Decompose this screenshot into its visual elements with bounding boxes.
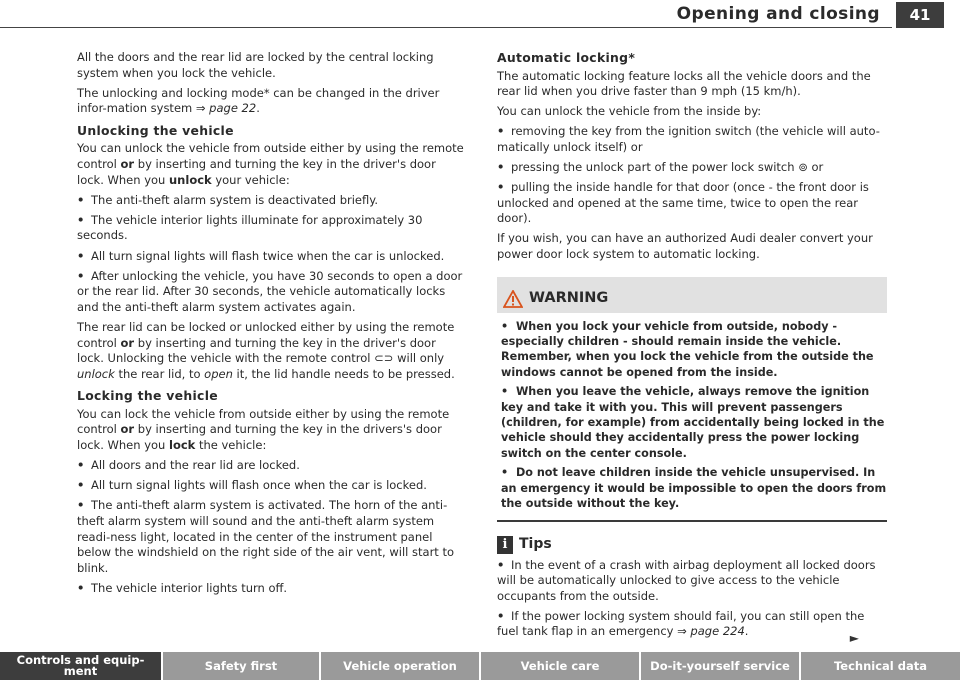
bullet-icon: •: [77, 478, 85, 493]
list-item: • If the power locking system should fail, you can still open the fuel tank flap in an emergency ⇒ page 224.: [497, 608, 865, 639]
list-item: • After unlocking the vehicle, you have 30 seconds to open a door or the rear lid. After 30 seconds, the vehicle automatically locks and the anti-theft alarm system activates again.: [77, 268, 463, 314]
bullet-icon: •: [497, 160, 505, 175]
list-item: • The anti-theft alarm system is activated. The horn of the anti-theft alarm system will sound and the anti-theft alarm system readi-ness light, located in the center of the instrument panel below the windshield on the right side of the air vent, will start to blink.: [77, 498, 455, 575]
dealer-paragraph: If you wish, you can have an authorized Audi dealer convert your power door lock system to automatic locking.: [497, 231, 873, 262]
bullet-icon: •: [501, 385, 516, 399]
automatic-locking-heading: Automatic locking*: [497, 50, 636, 65]
page-link[interactable]: page 224: [686, 624, 745, 639]
bullet-icon: •: [77, 458, 85, 473]
bullet-icon: •: [77, 498, 85, 513]
arrow-icon: ⇒: [677, 624, 687, 639]
warning-body: [497, 313, 887, 520]
list-item: • All turn signal lights will flash twice when the car is unlocked.: [77, 248, 445, 263]
tips-header: [497, 536, 889, 554]
page-title: Opening and closing: [676, 4, 880, 24]
bullet-icon: •: [77, 192, 85, 207]
warning-triangle-icon: [503, 290, 523, 308]
bullet-icon: •: [77, 268, 85, 283]
list-item: • removing the key from the ignition switch (the vehicle will auto-matically unlock itself) or: [497, 124, 880, 154]
continue-arrow-icon: ►: [849, 630, 859, 645]
arrow-icon: ⇒: [195, 101, 206, 116]
tab-do-it-yourself-service[interactable]: Do-it-yourself service: [641, 652, 801, 680]
remote-trunk-icon: ⊂⊃: [374, 351, 394, 366]
bullet-icon: •: [501, 319, 516, 333]
tab-vehicle-care[interactable]: Vehicle care: [481, 652, 641, 680]
left-column: [77, 50, 465, 601]
list-item: • pressing the unlock part of the power lock switch ⊚ or: [497, 160, 824, 175]
tab-controls-and-equipment[interactable]: Controls and equip-ment: [0, 652, 163, 680]
bullet-icon: •: [497, 608, 505, 623]
bullet-icon: •: [497, 557, 505, 572]
unlock-inside-paragraph: You can unlock the vehicle from the inside by:: [497, 104, 762, 119]
page-header: [0, 0, 960, 30]
warning-item: • When you lock your vehicle from outside, nobody - especially children - should remain inside the vehicle. Remember, when you lock the vehicle from the outside the windows cannot be opened from the inside.: [501, 319, 874, 379]
bullet-icon: •: [77, 580, 85, 595]
intro-paragraph: All the doors and the rear lid are locked by the central locking system when you lock the vehicle.: [77, 50, 434, 80]
automatic-locking-paragraph: The automatic locking feature locks all the vehicle doors and the rear lid when you drive faster than 9 mph (15 km/h).: [497, 68, 871, 99]
warning-box: [497, 277, 887, 522]
tab-safety-first[interactable]: Safety first: [163, 652, 321, 680]
page-number: 41: [896, 2, 944, 28]
list-item: • All turn signal lights will flash once when the car is locked.: [77, 478, 427, 493]
header-divider: [0, 27, 892, 28]
warning-title: WARNING: [529, 289, 609, 306]
bullet-icon: •: [497, 180, 505, 195]
list-item: • The anti-theft alarm system is deactivated briefly.: [77, 192, 379, 207]
unlocking-paragraph: You can unlock the vehicle from outside either by using the remote control or by inserting and turning the key in the driver's door lock. When you unlock your vehicle:: [77, 141, 464, 187]
chapter-tab-bar: [0, 652, 960, 680]
list-item: • All doors and the rear lid are locked.: [77, 458, 300, 473]
list-item: • The vehicle interior lights illuminate for approximately 30 seconds.: [77, 212, 423, 243]
tips-title: Tips: [519, 535, 552, 552]
warning-header: [497, 277, 887, 313]
tab-technical-data[interactable]: Technical data: [801, 652, 960, 680]
bullet-icon: •: [497, 124, 505, 139]
bullet-icon: •: [501, 466, 516, 480]
info-icon: i: [497, 536, 513, 554]
unlocking-heading: Unlocking the vehicle: [77, 122, 234, 138]
unlock-switch-icon: ⊚: [798, 160, 808, 175]
list-item: • pulling the inside handle for that door (once - the front door is unlocked and opened at the same time, twice to open the rear door).: [497, 180, 869, 226]
tab-vehicle-operation[interactable]: Vehicle operation: [321, 652, 481, 680]
page-link[interactable]: page 22: [205, 101, 257, 116]
list-item: • In the event of a crash with airbag deployment all locked doors will be automatically unlocked to give access to the vehicle occupants from the outside.: [497, 557, 876, 603]
warning-item: • When you leave the vehicle, always remove the ignition key and take it with you. This will prevent passengers (children, for example) from accidentally being locked in the vehicle should they accidentally press the power locking switch on the center console.: [501, 385, 885, 460]
mode-paragraph: The unlocking and locking mode* can be changed in the driver infor-mation system ⇒ page 22.: [77, 85, 440, 116]
bullet-icon: •: [77, 212, 85, 227]
list-item: • The vehicle interior lights turn off.: [77, 580, 288, 595]
right-column: [497, 50, 889, 644]
rear-lid-paragraph: The rear lid can be locked or unlocked either by using the remote control or by inserting and turning the key in the driver's door lock. Unlocking the vehicle with the remote control ⊂⊃ will only unlock the rear lid, to open it, the lid handle needs to be pressed.: [77, 319, 455, 381]
locking-heading: Locking the vehicle: [77, 388, 218, 404]
locking-paragraph: You can lock the vehicle from outside either by using the remote control or by inserting and turning the key in the drivers's door lock. When you lock the vehicle:: [77, 406, 450, 453]
bullet-icon: •: [77, 248, 85, 263]
warning-item: • Do not leave children inside the vehicle unsupervised. In an emergency it would be impossible to open the doors from the outside without the key.: [501, 466, 887, 511]
